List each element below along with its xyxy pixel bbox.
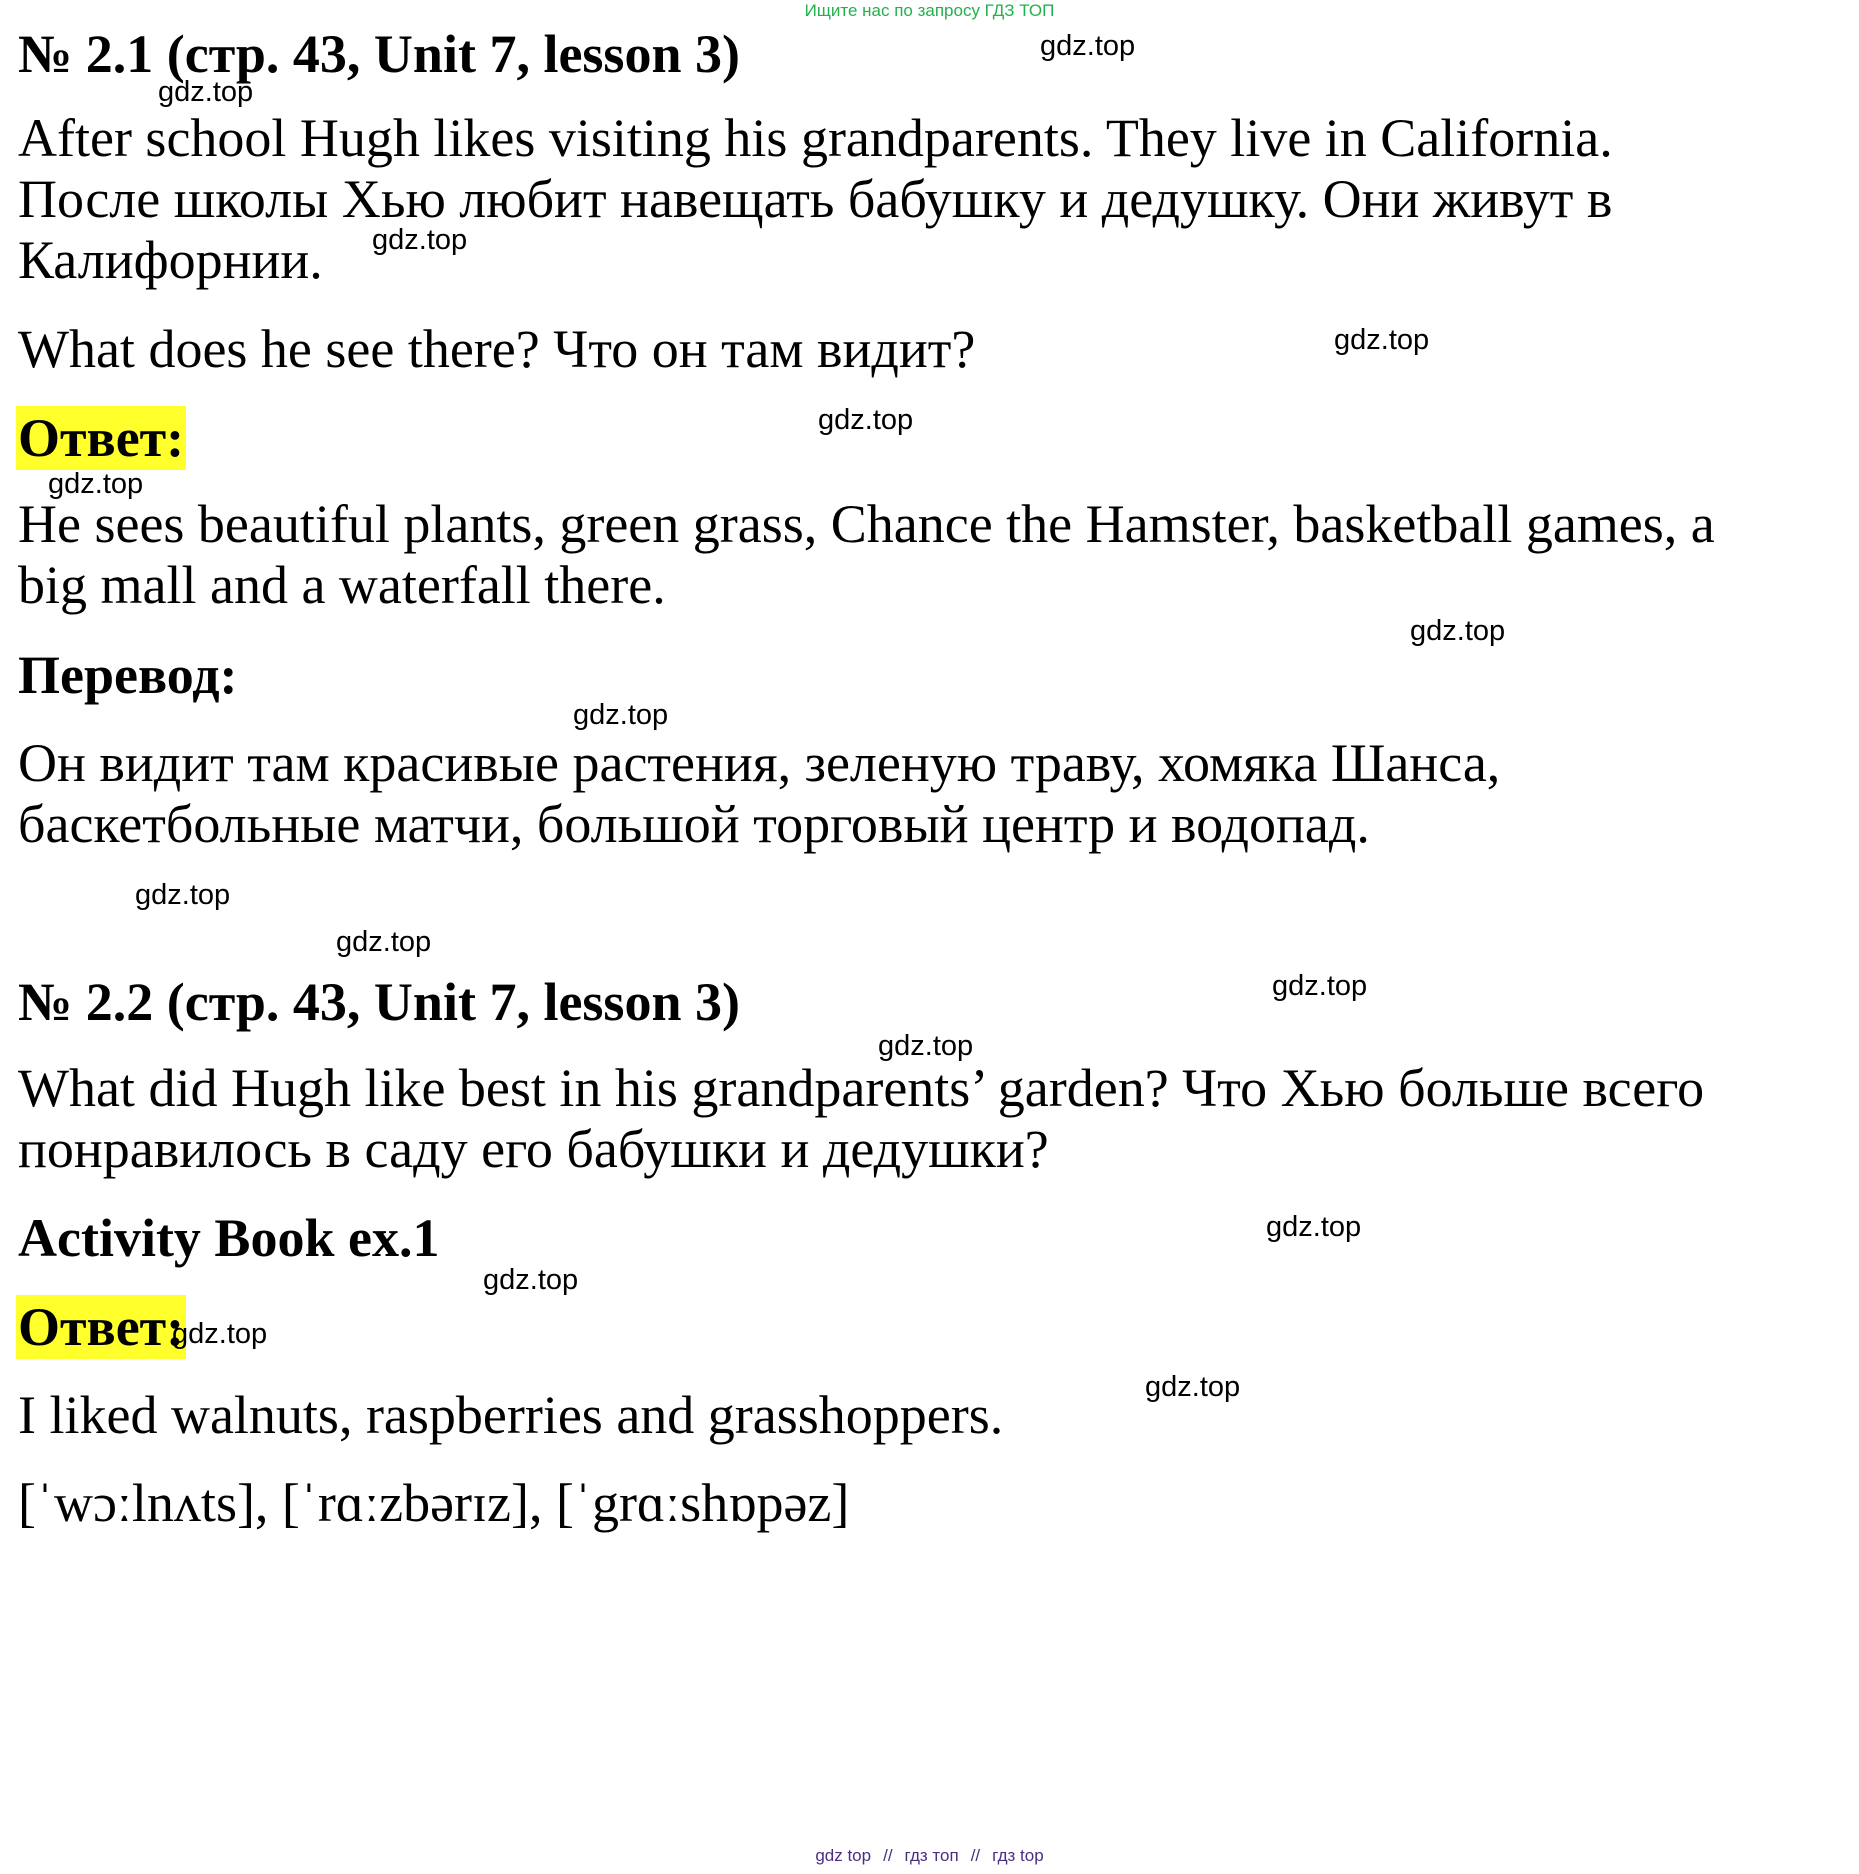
watermark: gdz.top xyxy=(336,926,432,958)
footer-separator: // xyxy=(883,1846,893,1865)
section-1-line-1: After school Hugh likes visiting his grandparents. They live in California. xyxy=(18,108,1613,168)
watermark: gdz.top xyxy=(372,224,468,256)
footer-item: гдз top xyxy=(992,1846,1044,1865)
watermark: gdz.top xyxy=(483,1264,579,1296)
section-1-translation-line-1: Он видит там красивые растения, зеленую траву, хомяка Шанса, xyxy=(18,733,1501,793)
section-1-translation-line-2: баскетбольные матчи, большой торговый центр и водопад. xyxy=(18,794,1370,854)
section-1-title: № 2.1 (стр. 43, Unit 7, lesson 3) xyxy=(18,24,740,84)
watermark: gdz.top xyxy=(1266,1211,1362,1243)
section-2-title: № 2.2 (стр. 43, Unit 7, lesson 3) xyxy=(18,972,740,1032)
watermark: gdz.top xyxy=(1272,970,1368,1002)
watermark: gdz.top xyxy=(158,76,254,108)
watermark: gdz.top xyxy=(818,404,914,436)
section-1-line-2: После школы Хью любит навещать бабушку и дедушку. Они живут в xyxy=(18,169,1613,229)
watermark: gdz.top xyxy=(135,879,231,911)
section-1-answer-label: Ответ: xyxy=(18,408,185,468)
watermark: gdz.top xyxy=(172,1318,268,1350)
section-2-question-line-2: понравилось в саду его бабушки и дедушки? xyxy=(18,1119,1049,1179)
section-1-translation-label: Перевод: xyxy=(18,645,238,705)
section-2-question-line-1: What did Hugh like best in his grandparents’ garden? Что Хью больше всего xyxy=(18,1058,1705,1118)
watermark: gdz.top xyxy=(573,699,669,731)
section-2-transcription: [ˈwɔːlnʌts], [ˈrɑːzbərɪz], [ˈgrɑːshɒpəz] xyxy=(18,1473,850,1533)
footer-separator: // xyxy=(970,1846,981,1865)
section-2-answer-label: Ответ: xyxy=(18,1297,185,1357)
watermark: gdz.top xyxy=(1145,1371,1241,1403)
watermark: gdz.top xyxy=(878,1030,974,1062)
section-1-line-3: Калифорнии. xyxy=(18,230,323,290)
watermark: gdz.top xyxy=(1410,615,1506,647)
watermark: gdz.top xyxy=(1040,30,1136,62)
section-1-question: What does he see there? Что он там видит? xyxy=(18,319,976,379)
section-1-answer-line-2: big mall and a waterfall there. xyxy=(18,555,666,615)
activity-book-heading: Activity Book ex.1 xyxy=(18,1208,440,1268)
watermark: gdz.top xyxy=(1334,324,1430,356)
footer-item: гдз топ xyxy=(904,1846,959,1865)
footer-item: gdz top xyxy=(815,1846,872,1865)
section-1-answer-line-1: He sees beautiful plants, green grass, Chance the Hamster, basketball games, a xyxy=(18,494,1715,554)
top-banner: Ищите нас по запросу ГДЗ ТОП xyxy=(804,1,1055,20)
watermark: gdz.top xyxy=(48,468,144,500)
section-2-answer: I liked walnuts, raspberries and grasshoppers. xyxy=(18,1385,1004,1445)
footer xyxy=(0,1845,1859,1867)
